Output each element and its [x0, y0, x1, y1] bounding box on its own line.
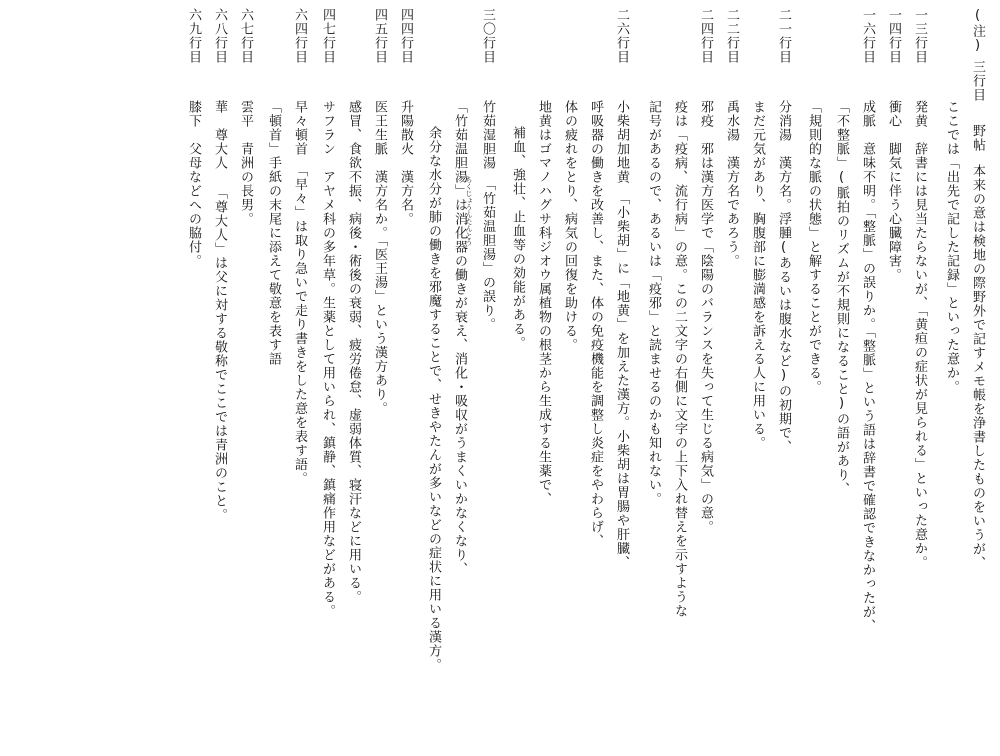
note-line: [260, 8, 286, 730]
note-header: [964, 8, 990, 638]
note-term: 小柴胡加地黄: [614, 100, 629, 184]
note-line: [582, 8, 608, 730]
note-term: 雲平: [238, 100, 253, 128]
note-text: 「早々」は取り急いで走り書きをした意を表す語。: [292, 170, 307, 486]
note-text: 「小柴胡」に「地黄」を加えた漢方。小柴胡は胃腸や肝臓、: [614, 198, 629, 570]
note-term: 禹水湯: [724, 100, 739, 142]
note-line: [366, 8, 392, 638]
note-text: 青洲の長男。: [238, 142, 253, 226]
note-line: [854, 8, 880, 638]
note-term: 発黄: [912, 100, 927, 128]
note-line: [446, 8, 472, 730]
note-text: 辞書には見当たらないが、「黄疸の症状が見られる」といった意か。: [912, 142, 927, 570]
note-line: [556, 8, 582, 730]
note-line: [420, 8, 446, 756]
note-term: 膝下: [186, 100, 201, 128]
note-line: [232, 8, 258, 638]
note-line: [828, 8, 854, 730]
note-line: [640, 8, 666, 730]
note-text: 呼吸器の働きを改善し、また、体の免疫機能を調整し炎症をやわらげ、: [588, 100, 603, 548]
note-label: 二六行目: [614, 8, 629, 64]
note-text: 父母などへの脇付。: [186, 142, 201, 268]
note-label: 六八行目: [212, 8, 227, 64]
note-line: [340, 8, 366, 730]
note-line: [206, 8, 232, 638]
note-label: 六九行目: [186, 8, 201, 64]
note-text: 尊大人 「尊大人」は父に対する敬称でここでは青洲のこと。: [212, 128, 227, 522]
note-text: 邪は漢方医学で「陰陽のバランスを失って生じる病気」の意。: [698, 142, 713, 534]
note-line: [880, 8, 906, 638]
note-text: アヤメ科の多年草。生薬として用いられ、鎮静、鎮痛作用などがある。: [320, 170, 335, 618]
note-label: 三行目: [970, 60, 985, 102]
note-text: 脚気に伴う心臓障害。: [886, 142, 901, 282]
note-term: 邪疫: [698, 100, 713, 128]
note-term: 華: [212, 100, 227, 114]
note-term: 野帖: [970, 124, 985, 152]
note-label: 六四行目: [292, 8, 307, 64]
note-line: [770, 8, 796, 638]
note-line: [504, 8, 530, 756]
note-label: 一四行目: [886, 8, 901, 64]
note-line: [666, 8, 692, 730]
note-line: [180, 8, 206, 638]
note-label: 三〇行目: [480, 8, 495, 64]
note-text: 疫は「疫病、流行病」の意。この二文字の右側に文字の上下入れ替えを示すような: [672, 100, 687, 618]
note-line: [474, 8, 500, 638]
note-line: [392, 8, 418, 638]
note-term: サフラン: [320, 100, 335, 156]
note-text: 意味不明。「整脈」の誤りか。「整脈」という語は辞書で確認できなかったが、: [860, 142, 875, 633]
note-line: [314, 8, 340, 638]
note-label: 四七行目: [320, 8, 335, 64]
note-text: 「頓首」手紙の末尾に添えて敬意を表す語: [266, 100, 281, 366]
note-term: 成脈: [860, 100, 875, 128]
note-text: 記号があるので、あるいは「疫邪」と読ませるのかも知れない。: [646, 100, 661, 506]
note-text: 漢方名。: [398, 170, 413, 226]
note-label: 六七行目: [238, 8, 253, 64]
note-line: [718, 8, 744, 638]
note-line: [744, 8, 770, 730]
note-term: 分消湯: [776, 100, 791, 142]
note-term: 升陽散火: [398, 100, 413, 156]
note-term: 竹茹湿胆湯: [480, 100, 495, 170]
note-text: 漢方名。浮腫(あるいは腹水など)の初期で、: [776, 156, 791, 454]
note-text: 地黄はゴマノハグサ科ジオウ属植物の根茎から生成する生薬で、: [536, 100, 551, 506]
note-line: [608, 8, 634, 638]
note-label: 四五行目: [372, 8, 387, 64]
note-text: まだ元気があり、胸腹部に膨満感を訴える人に用いる。: [750, 100, 765, 450]
note-label: 一三行目: [912, 8, 927, 64]
note-label: 二四行目: [698, 8, 713, 64]
note-line: [286, 8, 312, 638]
note-term: 医王生脈: [372, 100, 387, 156]
note-text: 漢方名であろう。: [724, 156, 739, 268]
ruby-annotation: ちくじょうんたんとう: [465, 176, 473, 246]
note-text: 「竹茹温胆湯」は消化器の働きが衰え、消化・吸収がうまくいかなくなり、: [452, 100, 467, 576]
note-header-text: (注): [970, 8, 985, 54]
note-text: 本来の意は検地の際野外で記すメモ帳を浄書したものをいうが、: [970, 164, 985, 570]
note-label: 二二行目: [724, 8, 739, 64]
note-text: ここでは「出先で記した記録」といった意か。: [944, 100, 959, 394]
note-line: [800, 8, 826, 730]
note-line: [530, 8, 556, 730]
note-label: 二一行目: [776, 8, 791, 64]
note-text: 「規則的な脈の状態」と解することができる。: [806, 100, 821, 394]
note-term: 早々頓首: [292, 100, 307, 156]
note-term: 衝心: [886, 100, 901, 128]
note-text: 補血、強壮、止血等の効能がある。: [510, 126, 525, 350]
note-text: 余分な水分が肺の働きを邪魔することで、せきやたんが多いなどの症状に用いる漢方。: [426, 126, 441, 672]
note-line: [906, 8, 932, 638]
note-line: [692, 8, 718, 638]
note-text: 漢方名か。「医王湯」という漢方あり。: [372, 170, 387, 416]
note-line: [938, 8, 964, 730]
note-text: 体の疲れをとり、病気の回復を助ける。: [562, 100, 577, 352]
note-text: 「竹茹温胆湯」の誤り。: [480, 184, 495, 332]
note-label: 一六行目: [860, 8, 875, 64]
note-text: 「不整脈」(脈拍のリズムが不規則になること)の語があり、: [834, 100, 849, 496]
note-label: 四四行目: [398, 8, 413, 64]
note-text: 感冒、食欲不振、病後・術後の衰弱、疲労倦怠、虚弱体質、寝汗などに用いる。: [346, 100, 361, 604]
